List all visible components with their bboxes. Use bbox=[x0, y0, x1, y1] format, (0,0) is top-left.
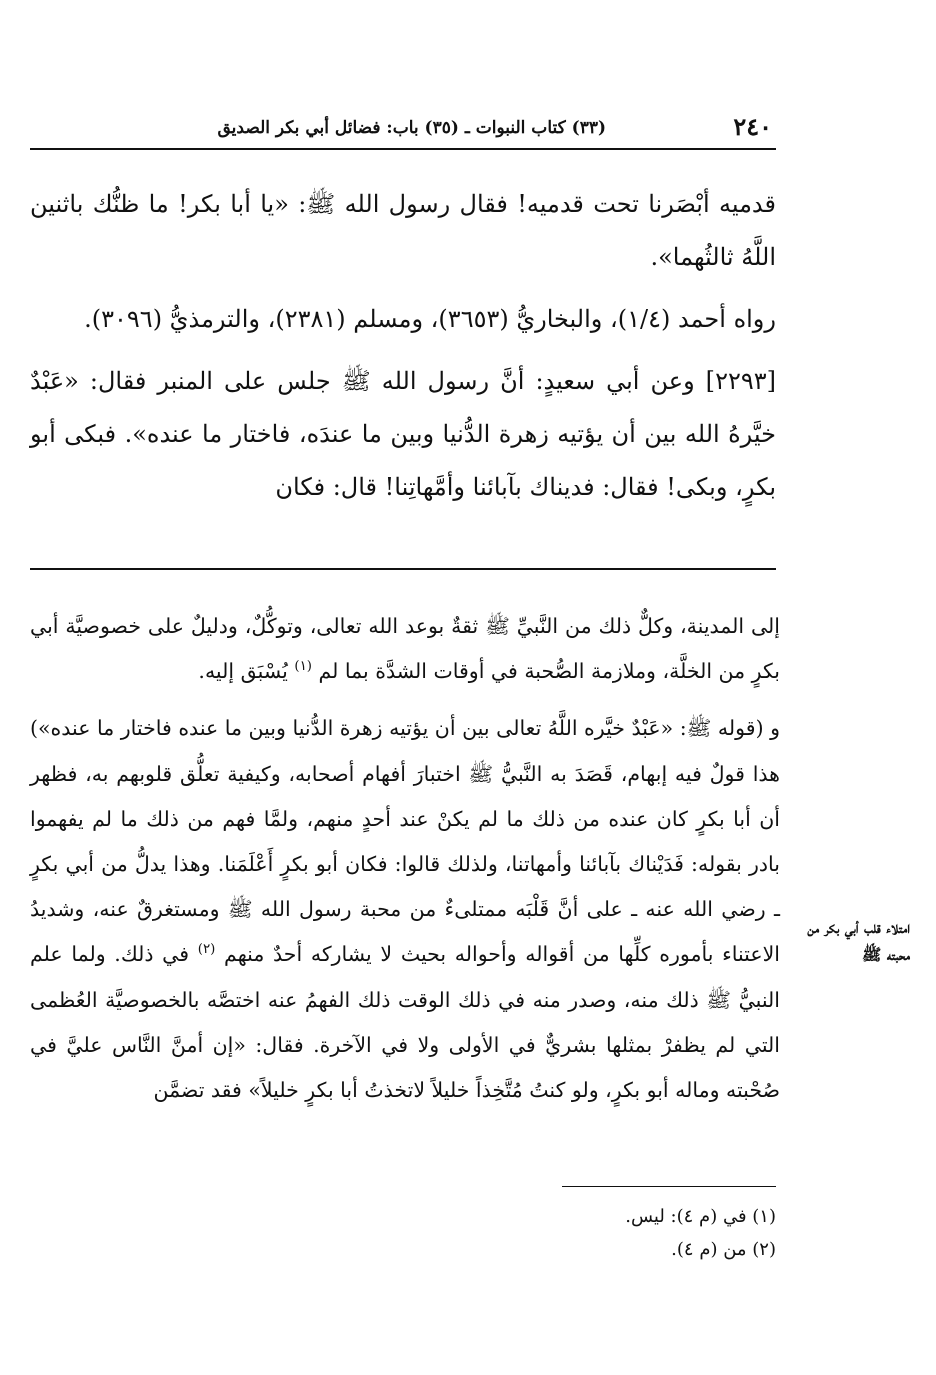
page-number: ٢٤٠ bbox=[733, 112, 772, 141]
commentary-text-segment: في ذلك. ولما علم النبيُّ ﷺ ذلك منه، وصدر منه في ذلك الوقت ذلك الفهمُ عنه اختصَّه بالخصوصيَّة العُظمى التي لم يظفرْ بمثلها بشريٌّ في الأولى ولا في الآخرة. فقال: «إن أمنَّ النَّاس عليَّ في صُحْبته وماله أبو بكرٍ، ولو كنتُ مُتَّخِذاً خليلاً لاتخذتُ أبا بكرٍ خليلاً» فقد تضمَّن bbox=[30, 942, 780, 1103]
hadith-text bbox=[30, 178, 776, 514]
margin-note: امتلاء قلب أبي بكر من محبته ﷺ bbox=[807, 918, 910, 964]
page-header bbox=[30, 112, 776, 150]
footnotes bbox=[300, 1200, 776, 1266]
footnote-marker: (١) bbox=[294, 659, 312, 675]
commentary-text-segment: إلى المدينة، وكلٌّ ذلك من النَّبيِّ ﷺ ثقةٌ بوعد الله تعالى، وتوكُّلٌ، ودليلٌ على خصوصيَّة أبي بكرٍ من الخلَّة، وملازمة الصُّحبة في أوقات الشدَّة بما لم bbox=[30, 614, 780, 684]
commentary-paragraph bbox=[30, 604, 780, 694]
footnote-marker: (٢) bbox=[197, 942, 216, 958]
footnote-rule bbox=[562, 1186, 776, 1187]
section-divider bbox=[30, 568, 776, 570]
commentary-text-segment: و (قوله ﷺ: «عَبْدٌ خيَّره اللَّهُ تعالى بين أن يؤتيه زهرة الدُّنيا وبين ما عنده فاختار ما عنده») هذا قولٌ فيه إبهام، قَصَدَ به النَّبيُّ ﷺ اختبارَ أفهام أصحابه، وكيفية تعلُّق قلوبهم به، فظهر أن أبا بكرٍ كان عنده من ذلك ما لم يكنْ عند أحدٍ منهم، ولمَّا فهم من ذلك ما لم يفهموا بادر بقوله: فَدَيْناك بآبائنا وأمهاتنا، ولذلك قالوا: فكان أبو بكرٍ أَعْلَمَنا. وهذا يدلُّ من أبي بكرٍ ـ رضي الله عنه ـ على أنَّ قَلْبَه ممتلىءٌ من محبة رسول الله ﷺ ومستغرقٌ عنه، وشديدُ الاعتناء بأموره كلِّها من أقواله وأحواله بحيث لا يشاركه أحدٌ منهم bbox=[30, 716, 780, 967]
commentary-text bbox=[30, 604, 780, 1113]
commentary-paragraph bbox=[30, 706, 780, 1113]
hadith-paragraph: رواه أحمد (١/٤)، والبخاريُّ (٣٦٥٣)، ومسلم (٢٣٨١)، والترمذيُّ (٣٠٩٦). bbox=[84, 305, 776, 333]
footnote: (١) في (م ٤): ليس. bbox=[625, 1206, 776, 1227]
running-title: (٣٣) كتاب النبوات ـ (٣٥) باب: فضائل أبي بكر الصديق bbox=[217, 118, 606, 138]
hadith-paragraph: قدميه أبْصَرنا تحت قدميه! فقال رسول الله ﷺ: «يا أبا بكر! ما ظنُّك باثنين اللَّهُ ثالثُهما». bbox=[30, 190, 776, 271]
hadith-paragraph: [٢٢٩٣] وعن أبي سعيدٍ: أنَّ رسول الله ﷺ جلس على المنبر فقال: «عَبْدٌ خيَّرهُ الله بين أن يؤتيه زهرة الدُّنيا وبين ما عندَه، فاختار ما عنده». فبكى أبو بكرٍ، وبكى! فقال: فديناك بآبائنا وأمَّهاتِنا! قال: فكان bbox=[30, 367, 776, 501]
commentary-text-segment: يُسْبَق إليه. bbox=[198, 659, 288, 684]
footnote: (٢) من (م ٤). bbox=[671, 1239, 776, 1260]
